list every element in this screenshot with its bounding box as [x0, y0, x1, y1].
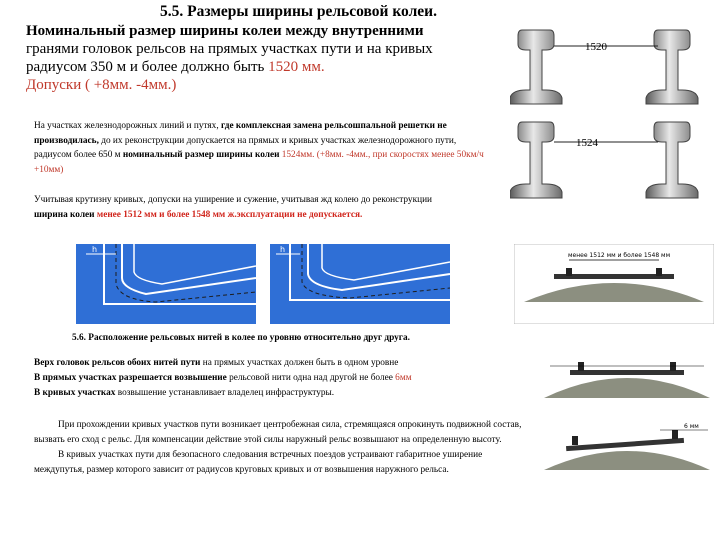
curve-widening-diagram-right: [270, 244, 450, 324]
tolerance-text: Допуски ( +8мм. -4мм.): [26, 77, 177, 93]
para4-text7: возвышение устанавливает владелец инфраструктуры.: [115, 388, 335, 398]
para2-text5: 1524мм. (+8мм. -4мм., при скоростях менее 50км/ч +10мм): [34, 150, 484, 175]
section-5-6-heading: 5.6. Расположение рельсовых нитей в колее по уровню относительно друг друга.: [72, 333, 411, 343]
para4-text5: 6мм: [395, 373, 412, 383]
intro-line2: гранями головок рельсов на прямых участках пути и на кривых: [26, 41, 433, 57]
curve-widening-diagram-left: [76, 244, 256, 324]
intro-line1: Номинальный размер ширины колеи между внутренними: [26, 23, 424, 39]
rail-level-paragraph: [34, 356, 524, 401]
para2-text1: На участках железнодорожных линий и путях,: [34, 121, 221, 131]
gauge-1524-label: 1524: [576, 137, 598, 149]
trackbed-level-figure: [540, 348, 714, 408]
para4-text2: на прямых участках должен быть в одном уровне: [200, 358, 399, 368]
para3-text2: ширина колеи: [34, 209, 95, 220]
para5-text2: В кривых участках пути для безопасного следования встречных поездов устраивают габаритное уширение междупутья, размер которого зависит от радиусов круговых кривых и от возвышения наружного рельса.: [34, 450, 483, 475]
para4-text3: В прямых участках разрешается возвышение: [34, 373, 227, 383]
para2-text4: номинальный размер ширины колеи: [122, 150, 280, 161]
trackbed-gauge-limit-figure: [514, 244, 714, 324]
rail-profile-1520-figure: [510, 28, 716, 118]
superelevation-label: 6 мм: [684, 423, 699, 430]
gauge-value: 1520 мм.: [268, 59, 325, 75]
para4-text4: рельсовой нити одна над другой не более: [226, 373, 396, 383]
intro-paragraph: [26, 22, 496, 94]
rail-right: [646, 122, 698, 198]
legacy-gauge-paragraph: [34, 119, 484, 177]
trackbed-superelevation-figure: [540, 420, 714, 480]
para2-text3: до их реконструкции допускается на прямых и кривых участках железнодорожного пути, радиусом более 650 м: [34, 135, 457, 161]
trackbed-gauge-label: менее 1512 мм и более 1548 мм: [568, 252, 671, 259]
superelevation-paragraph: [34, 418, 524, 478]
para4-text6: В кривых участках: [34, 388, 116, 398]
para4-text1: Верх головок рельсов обоих нитей пути: [34, 358, 201, 368]
rail-left: [510, 30, 562, 104]
intro-line3: [26, 58, 496, 76]
gauge-1520-label: 1520: [585, 41, 607, 53]
intro-line3-text: радиусом 350 м и более должно быть: [26, 59, 269, 75]
para3-text3: менее 1512 мм и более 1548 мм ж.эксплуатации не допускается.: [94, 209, 363, 220]
curve-label-h: h: [280, 245, 286, 254]
rail-left: [510, 122, 562, 198]
curve-label-h: h: [92, 245, 98, 254]
para5-text1: При прохождении кривых участков пути возникает центробежная сила, стремящаяся опрокинуть подвижной состав, вызвать его сход с рельс. Для компенсации действие этой силы наружный рельс возвышают на определенную высоту.: [34, 420, 522, 445]
rail-profile-1524-figure: [510, 120, 716, 212]
para2-text2: где комплексная замена рельсошпальной решетки не производилась,: [34, 121, 447, 146]
para3-text1: Учитывая крутизну кривых, допуски на уширение и сужение, учитывая жд колею до реконструкции: [34, 195, 433, 205]
gauge-limits-paragraph: [34, 193, 484, 222]
rail-right: [646, 30, 698, 104]
section-heading: 5.5. Размеры ширины рельсовой колеи.: [160, 3, 437, 20]
